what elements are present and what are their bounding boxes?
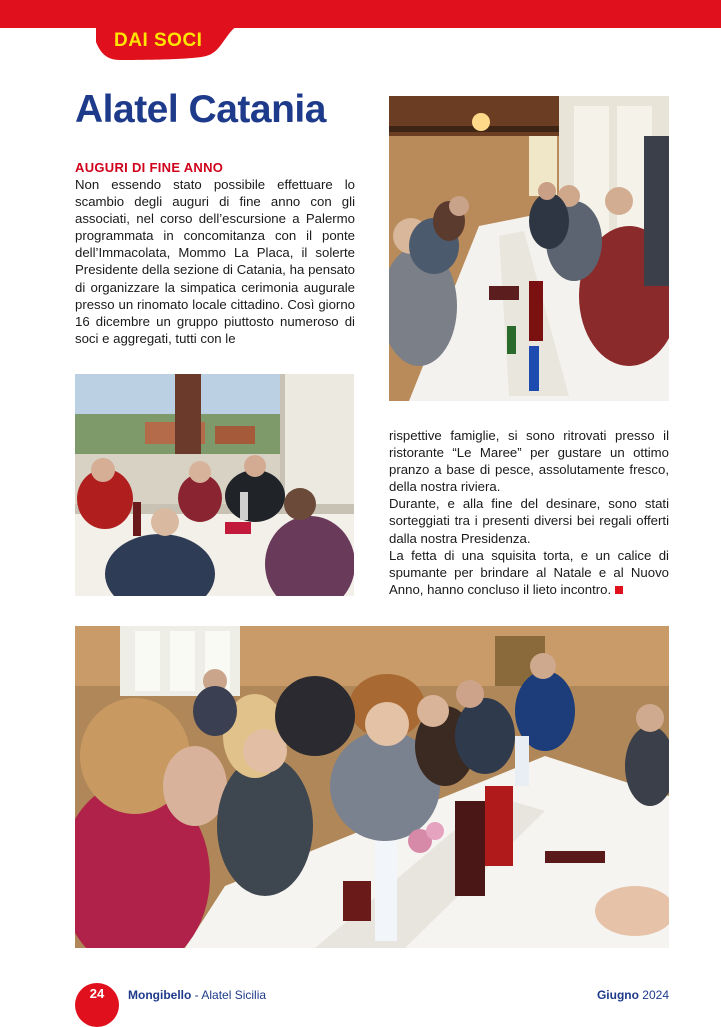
end-of-article-mark (615, 586, 623, 594)
publication-separator: - (191, 988, 202, 1002)
footer-publication (128, 988, 266, 1002)
article-subhead: AUGURI DI FINE ANNO (75, 160, 224, 175)
article-paragraph: Non essendo stato possibile effettuare lo scambio degli auguri di fine anno con gli associati, nel corso dell’escursione a Palermo programmata in concomitanza con il ponte dell’Immacolata, Mommo La Placa, il solerte Presidente della sezione di Catania, ha pensato di organizzare la simpatica cerimonia augurale presso un rinomato locale cittadino. Così giorno 16 dicembre un gruppo piuttosto numeroso di soci e aggregati, tutti con le (75, 177, 355, 346)
photo-group-at-table (75, 626, 669, 948)
issue-year: 2024 (642, 988, 669, 1002)
article-column-1 (75, 176, 355, 347)
article-paragraph-text: La fetta di una squisita torta, e un calice di spumante per brindare al Natale e al Nuovo Anno, hanno concluso il lieto incontro. (389, 547, 669, 597)
photo-table-by-window (75, 374, 354, 596)
article-paragraph: rispettive famiglie, si sono ritrovati presso il ristorante “Le Maree” per gustare un ottimo pranzo a base di pesce, assolutamente fresco, della nostra riviera. (389, 428, 669, 495)
page-number: 24 (89, 986, 105, 1001)
section-label: DAI SOCI (114, 30, 203, 51)
article-paragraph: Durante, e alla fine del desinare, sono stati sorteggiati tra i presenti diversi bei regali offerti dalla nostra Presidenza. (389, 496, 669, 546)
footer-issue-date (597, 988, 669, 1002)
article-title: Alatel Catania (75, 88, 326, 131)
article-paragraph-last (389, 547, 669, 598)
photo-restaurant-long-table (389, 96, 669, 401)
article-column-2 (389, 427, 669, 598)
publication-subtitle: Alatel Sicilia (201, 988, 267, 1002)
publication-name: Mongibello (128, 988, 192, 1002)
issue-month: Giugno (596, 988, 639, 1002)
